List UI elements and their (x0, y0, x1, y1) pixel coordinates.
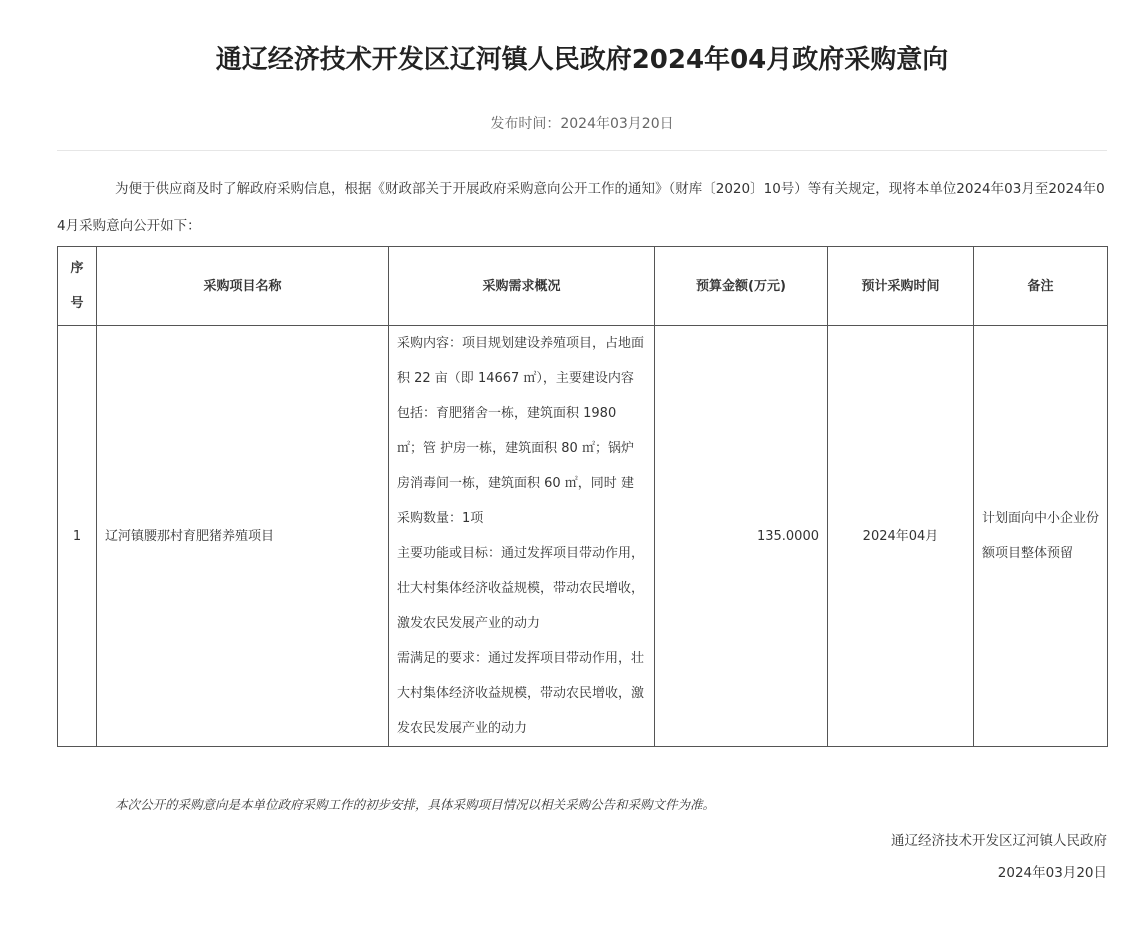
desc-requirement: 需满足的要求：通过发挥项目带动作用，壮大村集体经济收益规模，带动农民增收，激发农民发展产业的动力 (397, 651, 645, 736)
desc-content: 采购内容：项目规划建设养殖项目，占地面积 22 亩（即 14667 ㎡），主要建设内容包括：育肥猪舍一栋，建筑面积 1980 ㎡；管 护房一栋，建筑面积 80 ㎡；锅炉房消毒间一栋，建筑面积 60 ㎡，同时 建 (397, 336, 645, 491)
page-title: 通辽经济技术开发区辽河镇人民政府2024年04月政府采购意向 (215, 45, 949, 75)
title-divider (57, 150, 1107, 151)
document-page (57, 0, 1107, 883)
signature-date: 2024年03月20日 (997, 865, 1107, 881)
header-note: 备注 (974, 247, 1108, 326)
signature-organization: 通辽经济技术开发区辽河镇人民政府 (891, 833, 1107, 849)
desc-quantity: 采购数量：1项 (397, 511, 484, 526)
header-project-name: 采购项目名称 (97, 247, 389, 326)
cell-procurement-time: 2024年04月 (828, 326, 974, 747)
table-header-row (58, 247, 1108, 326)
cell-note: 计划面向中小企业份额项目整体预留 (974, 326, 1108, 747)
disclaimer-notice: 本次公开的采购意向是本单位政府采购工作的初步安排，具体采购项目情况以相关采购公告和采购文件为准。 (115, 797, 716, 812)
cell-requirement-summary (389, 326, 655, 747)
header-requirement-summary: 采购需求概况 (389, 247, 655, 326)
table-row (58, 326, 1108, 747)
header-procurement-time: 预计采购时间 (828, 247, 974, 326)
intro-paragraph: 为便于供应商及时了解政府采购信息，根据《财政部关于开展政府采购意向公开工作的通知》（财库〔2020〕10号）等有关规定，现将本单位2024年03月至2024年04月采购意向公开如下： (57, 181, 1105, 234)
desc-goal: 主要功能或目标：通过发挥项目带动作用，壮大村集体经济收益规模，带动农民增收，激发农民发展产业的动力 (397, 546, 645, 631)
cell-project-name: 辽河镇腰那村育肥猪养殖项目 (97, 326, 389, 747)
header-no: 序号 (58, 247, 97, 326)
publish-date: 发布时间：2024年03月20日 (490, 116, 674, 132)
cell-no: 1 (58, 326, 97, 747)
procurement-table (57, 246, 1108, 747)
header-budget: 预算金额(万元) (655, 247, 828, 326)
cell-budget: 135.0000 (655, 326, 828, 747)
